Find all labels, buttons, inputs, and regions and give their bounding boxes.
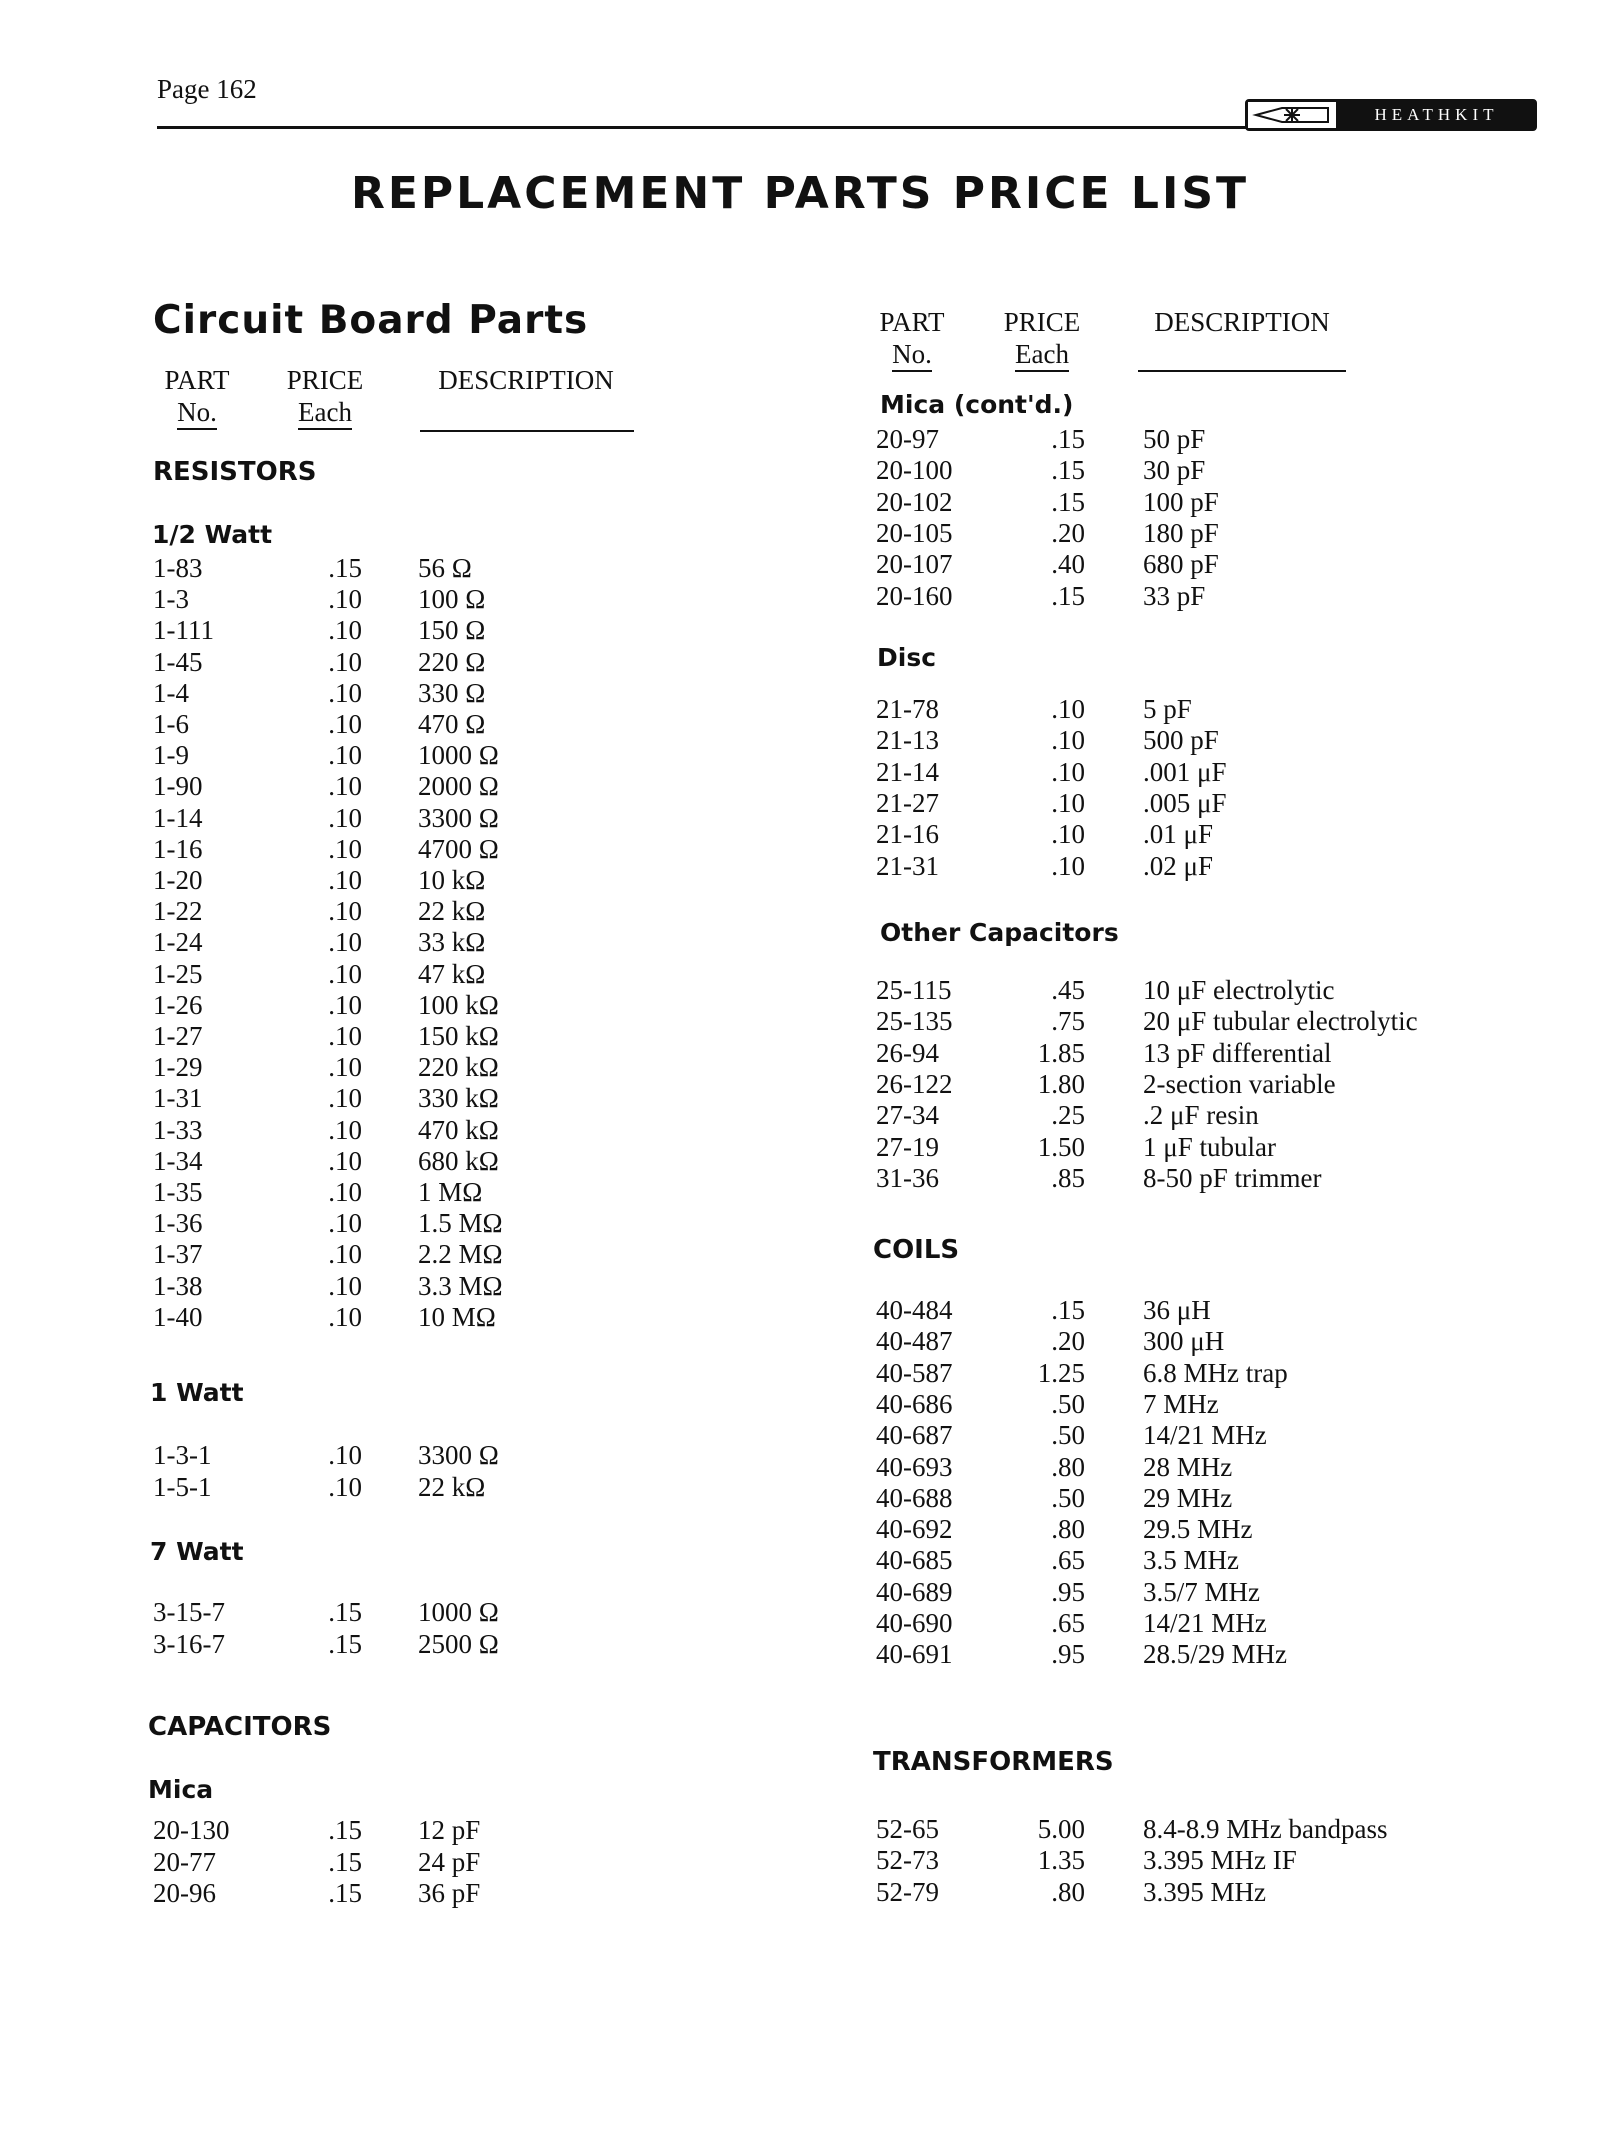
table-row xyxy=(0,581,1600,612)
part-number: 31-36 xyxy=(876,1162,939,1193)
price-each: .10 xyxy=(328,584,362,615)
part-description: 28 MHz xyxy=(1143,1451,1233,1482)
table-row xyxy=(0,1358,1600,1389)
part-number: 1-14 xyxy=(153,802,203,833)
subgroup-one-watt: 1 Watt xyxy=(150,1378,244,1407)
part-number: 1-26 xyxy=(153,989,203,1020)
part-description: 220 Ω xyxy=(418,646,486,677)
part-number: 1-5-1 xyxy=(153,1471,212,1502)
part-number: 3-15-7 xyxy=(153,1597,225,1627)
table-row xyxy=(0,1163,1600,1194)
part-description: 4700 Ω xyxy=(418,833,499,864)
subgroup-half-watt: 1/2 Watt xyxy=(152,520,273,549)
part-number: 1-25 xyxy=(153,958,203,989)
table-row xyxy=(0,1326,1600,1357)
part-description: 36 pF xyxy=(418,1878,481,1908)
table-row xyxy=(0,647,1600,678)
subgroup-other-capacitors: Other Capacitors xyxy=(880,918,1119,947)
part-number: 1-16 xyxy=(153,833,203,864)
part-number: 20-130 xyxy=(153,1815,230,1845)
part-description: 100 kΩ xyxy=(418,989,499,1020)
part-description: 13 pF differential xyxy=(1143,1037,1332,1068)
part-description: 3.5 MHz xyxy=(1143,1545,1239,1576)
part-number: 20-102 xyxy=(876,486,953,517)
part-description: 8-50 pF trimmer xyxy=(1143,1162,1322,1193)
price-each: .15 xyxy=(1051,486,1085,517)
table-row xyxy=(0,424,1600,455)
table-row xyxy=(0,1239,1600,1270)
part-description: 8.4-8.9 MHz bandpass xyxy=(1143,1814,1388,1844)
part-description: 56 Ω xyxy=(418,553,472,583)
part-number: 1-36 xyxy=(153,1208,203,1239)
header-price-label: PRICE xyxy=(1003,307,1081,337)
price-each: .10 xyxy=(328,958,362,989)
part-description: 220 kΩ xyxy=(418,1052,499,1083)
part-number: 1-29 xyxy=(153,1052,203,1083)
part-description: 3.395 MHz xyxy=(1143,1876,1266,1907)
part-number: 40-692 xyxy=(876,1514,953,1545)
part-description: 300 μH xyxy=(1143,1326,1225,1357)
right-header-price xyxy=(994,306,1090,372)
price-each: .10 xyxy=(1051,725,1085,756)
part-number: 1-90 xyxy=(153,771,203,802)
part-number: 1-37 xyxy=(153,1239,203,1270)
part-description: 180 pF xyxy=(1143,517,1219,548)
page-title: REPLACEMENT PARTS PRICE LIST xyxy=(350,168,1250,219)
price-each: .10 xyxy=(1051,694,1085,724)
part-description: 33 pF xyxy=(1143,580,1206,611)
price-each: .65 xyxy=(1051,1545,1085,1576)
part-number: 20-160 xyxy=(876,580,953,611)
price-each: .10 xyxy=(328,802,362,833)
part-description: 150 kΩ xyxy=(418,1021,499,1051)
heathkit-logo xyxy=(1245,99,1537,131)
part-number: 1-27 xyxy=(153,1021,203,1051)
part-number: 40-693 xyxy=(876,1451,953,1482)
right-header-part xyxy=(872,306,952,372)
part-number: 26-94 xyxy=(876,1037,939,1068)
part-number: 1-6 xyxy=(153,709,189,739)
part-description: 50 pF xyxy=(1143,424,1206,454)
group-transformers: TRANSFORMERS xyxy=(873,1747,1114,1777)
part-number: 1-45 xyxy=(153,646,203,677)
table-row xyxy=(0,1545,1600,1576)
price-each: .10 xyxy=(328,1471,362,1502)
table-row xyxy=(0,1483,1600,1514)
table-row xyxy=(0,757,1600,788)
right-header-description xyxy=(1137,306,1347,338)
part-description: 3300 Ω xyxy=(418,802,499,833)
part-description: 150 Ω xyxy=(418,615,486,646)
left-header-description xyxy=(418,364,634,396)
part-number: 40-685 xyxy=(876,1545,953,1576)
table-row xyxy=(0,518,1600,549)
table-row xyxy=(0,1577,1600,1608)
table-row xyxy=(0,1420,1600,1451)
table-row xyxy=(0,975,1600,1006)
part-number: 20-96 xyxy=(153,1878,216,1908)
price-each: .40 xyxy=(1051,549,1085,580)
page-number: Page 162 xyxy=(157,74,257,104)
table-row xyxy=(0,1006,1600,1037)
table-row xyxy=(0,1639,1600,1670)
table-row xyxy=(0,1452,1600,1483)
table-row xyxy=(0,1845,1600,1876)
price-each: .80 xyxy=(1051,1451,1085,1482)
part-number: 40-687 xyxy=(876,1420,953,1451)
price-each: .15 xyxy=(328,553,362,583)
part-description: 6.8 MHz trap xyxy=(1143,1357,1288,1388)
part-number: 25-115 xyxy=(876,975,952,1005)
price-each: .10 xyxy=(328,1083,362,1114)
table-row xyxy=(0,1069,1600,1100)
part-number: 3-16-7 xyxy=(153,1628,225,1659)
part-description: 330 Ω xyxy=(418,677,486,708)
part-description: .01 μF xyxy=(1143,819,1213,850)
part-description: 30 pF xyxy=(1143,455,1206,486)
price-each: .10 xyxy=(1051,819,1085,850)
part-number: 1-4 xyxy=(153,677,189,708)
part-description: 22 kΩ xyxy=(418,1471,486,1502)
part-number: 1-40 xyxy=(153,1301,203,1332)
price-each: .10 xyxy=(328,989,362,1020)
part-number: 1-3-1 xyxy=(153,1440,212,1470)
table-row xyxy=(0,788,1600,819)
price-each: .10 xyxy=(328,1208,362,1239)
part-number: 40-688 xyxy=(876,1482,953,1513)
table-row xyxy=(0,851,1600,882)
part-number: 52-73 xyxy=(876,1845,939,1876)
part-description: 12 pF xyxy=(418,1815,481,1845)
part-number: 1-38 xyxy=(153,1270,203,1301)
table-row xyxy=(0,549,1600,580)
price-each: .10 xyxy=(328,1145,362,1176)
price-each: .10 xyxy=(328,615,362,646)
table-row xyxy=(0,615,1600,646)
part-number: 21-13 xyxy=(876,725,939,756)
price-each: .15 xyxy=(1051,1295,1085,1325)
part-number: 20-100 xyxy=(876,455,953,486)
price-each: .20 xyxy=(1051,517,1085,548)
price-each: .15 xyxy=(328,1628,362,1659)
part-description: .001 μF xyxy=(1143,756,1227,787)
part-description: 36 μH xyxy=(1143,1295,1211,1325)
header-part-label: PART xyxy=(164,365,230,395)
price-each: 1.35 xyxy=(1037,1845,1085,1876)
table-row xyxy=(0,1038,1600,1069)
part-number: 27-34 xyxy=(876,1100,939,1131)
logo-emblem-icon xyxy=(1248,102,1339,128)
price-each: .10 xyxy=(328,646,362,677)
group-coils: COILS xyxy=(873,1235,960,1265)
table-row xyxy=(0,1814,1600,1845)
price-each: .10 xyxy=(328,927,362,958)
part-number: 21-78 xyxy=(876,694,939,724)
part-description: 1 MΩ xyxy=(418,1177,483,1207)
part-number: 1-3 xyxy=(153,584,189,615)
table-row xyxy=(0,1514,1600,1545)
part-description: 10 μF electrolytic xyxy=(1143,975,1335,1005)
part-description: 3300 Ω xyxy=(418,1440,499,1470)
header-rule xyxy=(157,126,1257,129)
part-description: 3.5/7 MHz xyxy=(1143,1576,1260,1607)
price-each: .15 xyxy=(1051,455,1085,486)
part-number: 1-33 xyxy=(153,1114,203,1145)
price-each: 5.00 xyxy=(1037,1814,1085,1844)
table-row xyxy=(0,1608,1600,1639)
part-description: 2.2 MΩ xyxy=(418,1239,503,1270)
price-each: .80 xyxy=(1051,1876,1085,1907)
price-each: .95 xyxy=(1051,1639,1085,1670)
price-each: .10 xyxy=(1051,787,1085,818)
part-description: 1.5 MΩ xyxy=(418,1208,503,1239)
group-capacitors: CAPACITORS xyxy=(148,1712,332,1742)
part-description: 3.3 MΩ xyxy=(418,1270,503,1301)
price-each: .10 xyxy=(328,1440,362,1470)
price-each: .10 xyxy=(328,771,362,802)
price-each: .75 xyxy=(1051,1006,1085,1037)
price-each: .95 xyxy=(1051,1576,1085,1607)
table-row xyxy=(0,487,1600,518)
price-each: .10 xyxy=(328,896,362,927)
part-number: 20-105 xyxy=(876,517,953,548)
table-row xyxy=(0,819,1600,850)
part-description: 24 pF xyxy=(418,1846,481,1877)
table-row xyxy=(0,725,1600,756)
part-description: 14/21 MHz xyxy=(1143,1420,1267,1451)
price-each: 1.80 xyxy=(1037,1068,1085,1099)
part-description: 680 kΩ xyxy=(418,1145,499,1176)
part-number: 1-24 xyxy=(153,927,203,958)
price-each: .10 xyxy=(328,1270,362,1301)
part-description: 47 kΩ xyxy=(418,958,486,989)
price-each: .10 xyxy=(328,1301,362,1332)
part-description: .02 μF xyxy=(1143,850,1213,881)
price-each: .10 xyxy=(328,865,362,895)
header-part-no: No. xyxy=(177,396,217,430)
part-description: 22 kΩ xyxy=(418,896,486,927)
header-price-each: Each xyxy=(298,396,352,430)
part-description: 28.5/29 MHz xyxy=(1143,1639,1287,1670)
subgroup-mica: Mica xyxy=(148,1775,214,1804)
part-description: 14/21 MHz xyxy=(1143,1608,1267,1638)
table-row xyxy=(0,1295,1600,1326)
table-row xyxy=(0,1100,1600,1131)
part-number: 40-690 xyxy=(876,1608,953,1638)
part-number: 52-79 xyxy=(876,1876,939,1907)
table-row xyxy=(0,1132,1600,1163)
part-number: 40-686 xyxy=(876,1388,953,1419)
part-number: 21-14 xyxy=(876,756,939,787)
header-description-label: DESCRIPTION xyxy=(438,365,614,395)
left-header-price xyxy=(277,364,373,430)
section-title: Circuit Board Parts xyxy=(153,298,589,343)
subgroup-seven-watt: 7 Watt xyxy=(150,1537,244,1566)
part-description: 5 pF xyxy=(1143,694,1192,724)
part-number: 52-65 xyxy=(876,1814,939,1844)
part-description: .2 μF resin xyxy=(1143,1100,1259,1131)
part-description: 500 pF xyxy=(1143,725,1219,756)
part-number: 1-9 xyxy=(153,740,189,771)
part-number: 1-83 xyxy=(153,553,203,583)
part-description: 7 MHz xyxy=(1143,1388,1219,1419)
price-each: .10 xyxy=(328,740,362,771)
price-each: .10 xyxy=(1051,756,1085,787)
price-each: 1.50 xyxy=(1037,1131,1085,1162)
part-description: 2-section variable xyxy=(1143,1068,1336,1099)
part-description: 29.5 MHz xyxy=(1143,1514,1253,1545)
table-row xyxy=(0,694,1600,725)
part-number: 1-34 xyxy=(153,1145,203,1176)
price-each: .10 xyxy=(328,1052,362,1083)
subgroup-disc: Disc xyxy=(877,643,937,672)
part-description: 29 MHz xyxy=(1143,1482,1233,1513)
part-description: 100 Ω xyxy=(418,584,486,615)
price-each: .45 xyxy=(1051,975,1085,1005)
part-description: 680 pF xyxy=(1143,549,1219,580)
price-each: .15 xyxy=(328,1597,362,1627)
part-description: 20 μF tubular electrolytic xyxy=(1143,1006,1418,1037)
table-row xyxy=(0,927,1600,958)
price-each: .10 xyxy=(328,1239,362,1270)
price-each: .10 xyxy=(328,1177,362,1207)
price-each: .50 xyxy=(1051,1482,1085,1513)
part-description: 1000 Ω xyxy=(418,740,499,771)
table-row xyxy=(0,1208,1600,1239)
price-each: .10 xyxy=(1051,850,1085,881)
price-each: .10 xyxy=(328,1114,362,1145)
table-row xyxy=(0,896,1600,927)
price-each: .50 xyxy=(1051,1388,1085,1419)
part-description: 470 Ω xyxy=(418,709,486,739)
part-number: 26-122 xyxy=(876,1068,953,1099)
part-description: 10 MΩ xyxy=(418,1301,496,1332)
part-number: 21-31 xyxy=(876,850,939,881)
part-number: 1-22 xyxy=(153,896,203,927)
left-header-part xyxy=(157,364,237,430)
header-description-label: DESCRIPTION xyxy=(1154,307,1330,337)
part-number: 40-587 xyxy=(876,1357,953,1388)
price-each: .85 xyxy=(1051,1162,1085,1193)
part-number: 1-20 xyxy=(153,865,203,895)
part-number: 40-487 xyxy=(876,1326,953,1357)
subgroup-mica-contd: Mica (cont'd.) xyxy=(880,390,1074,419)
price-each: .50 xyxy=(1051,1420,1085,1451)
table-row xyxy=(0,1389,1600,1420)
part-number: 27-19 xyxy=(876,1131,939,1162)
price-each: .10 xyxy=(328,677,362,708)
part-number: 20-97 xyxy=(876,424,939,454)
price-each: .15 xyxy=(328,1846,362,1877)
part-description: 2000 Ω xyxy=(418,771,499,802)
price-each: .10 xyxy=(328,833,362,864)
part-number: 20-107 xyxy=(876,549,953,580)
header-price-each: Each xyxy=(1015,338,1069,372)
price-each: .15 xyxy=(328,1878,362,1908)
part-description: 3.395 MHz IF xyxy=(1143,1845,1297,1876)
part-description: 2500 Ω xyxy=(418,1628,499,1659)
price-each: .15 xyxy=(1051,580,1085,611)
part-number: 25-135 xyxy=(876,1006,953,1037)
part-number: 40-691 xyxy=(876,1639,953,1670)
header-price-label: PRICE xyxy=(286,365,364,395)
part-description: 1 μF tubular xyxy=(1143,1131,1276,1162)
header-part-no: No. xyxy=(892,338,932,372)
price-each: .15 xyxy=(328,1815,362,1845)
part-number: 21-16 xyxy=(876,819,939,850)
price-each: .80 xyxy=(1051,1514,1085,1545)
table-row xyxy=(0,1877,1600,1908)
price-each: .15 xyxy=(1051,424,1085,454)
part-number: 1-111 xyxy=(153,615,214,646)
part-number: 21-27 xyxy=(876,787,939,818)
price-each: .10 xyxy=(328,1021,362,1051)
part-number: 40-484 xyxy=(876,1295,953,1325)
price-each: .25 xyxy=(1051,1100,1085,1131)
price-each: .10 xyxy=(328,709,362,739)
part-description: 33 kΩ xyxy=(418,927,486,958)
part-number: 20-77 xyxy=(153,1846,216,1877)
right-header-description-line xyxy=(1138,370,1346,372)
price-each: 1.85 xyxy=(1037,1037,1085,1068)
part-description: 100 pF xyxy=(1143,486,1219,517)
price-each: 1.25 xyxy=(1037,1357,1085,1388)
header-part-label: PART xyxy=(879,307,945,337)
part-number: 1-35 xyxy=(153,1177,203,1207)
table-row xyxy=(0,455,1600,486)
part-number: 1-31 xyxy=(153,1083,203,1114)
part-description: 10 kΩ xyxy=(418,865,486,895)
group-resistors: RESISTORS xyxy=(153,457,317,487)
part-description: .005 μF xyxy=(1143,787,1227,818)
logo-wordmark: HEATHKIT xyxy=(1374,105,1499,124)
part-description: 1000 Ω xyxy=(418,1597,499,1627)
part-description: 470 kΩ xyxy=(418,1114,499,1145)
part-number: 40-689 xyxy=(876,1576,953,1607)
price-each: .65 xyxy=(1051,1608,1085,1638)
part-description: 330 kΩ xyxy=(418,1083,499,1114)
price-each: .20 xyxy=(1051,1326,1085,1357)
